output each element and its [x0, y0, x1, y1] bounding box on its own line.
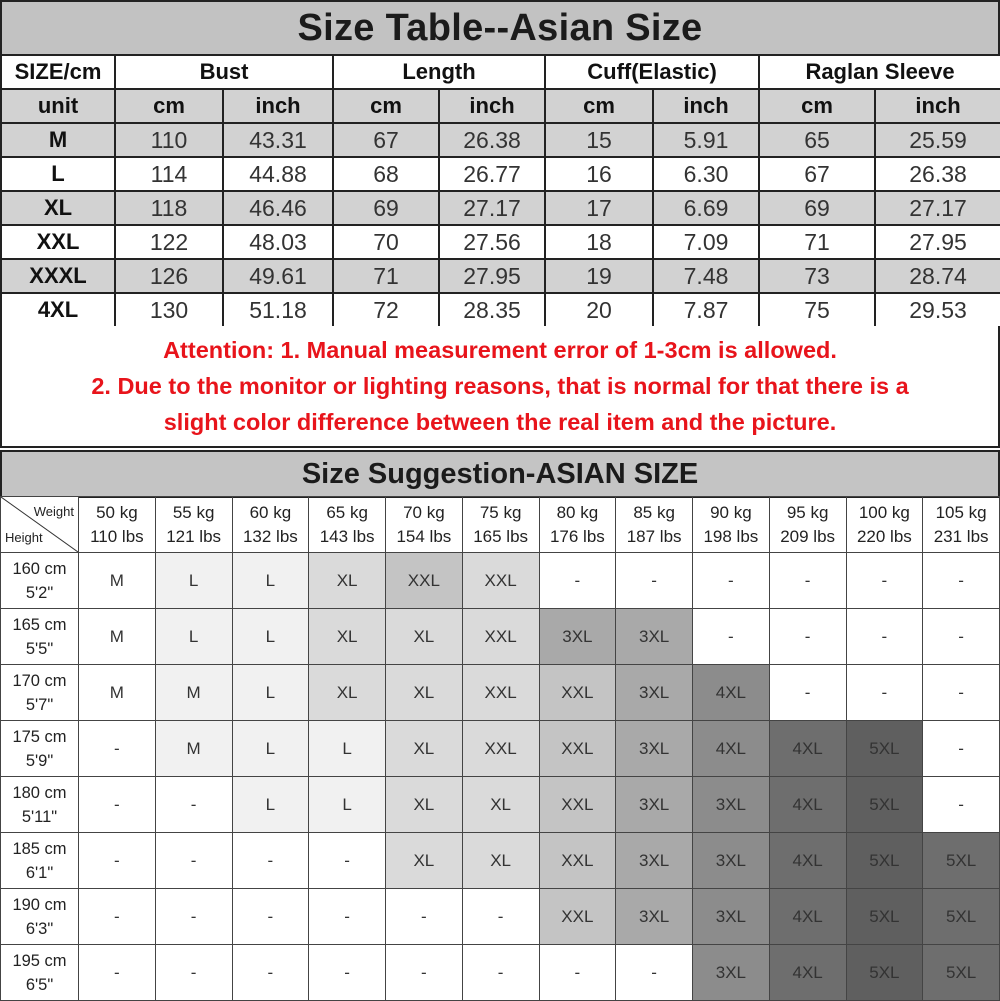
suggested-size-cell: - — [386, 889, 463, 945]
suggested-size-cell: 3XL — [616, 609, 693, 665]
height-header-cell — [1, 889, 79, 945]
weight-lbs: 121 lbs — [166, 526, 222, 546]
unit-cell: inch — [439, 89, 545, 123]
weight-kg: 70 kg — [403, 502, 445, 522]
suggested-size-cell: 5XL — [846, 889, 923, 945]
table-cell: 49.61 — [223, 259, 333, 293]
table-cell: 27.95 — [439, 259, 545, 293]
height-cm: 160 cm — [12, 559, 67, 578]
suggested-size-cell: 5XL — [846, 945, 923, 1001]
table-cell: 28.35 — [439, 293, 545, 327]
table-cell: 75 — [759, 293, 875, 327]
table-cell: 114 — [115, 157, 223, 191]
table-row — [1, 123, 1000, 157]
suggested-size-cell: - — [232, 945, 309, 1001]
suggested-size-cell: - — [539, 945, 616, 1001]
table-cell: 73 — [759, 259, 875, 293]
weight-header-cell — [309, 497, 386, 553]
size-label: XL — [1, 191, 115, 225]
suggested-size-cell: L — [155, 553, 232, 609]
suggested-size-cell: - — [386, 945, 463, 1001]
weight-kg: 95 kg — [786, 502, 829, 522]
suggested-size-cell: 4XL — [769, 777, 846, 833]
size-table-title: Size Table--Asian Size — [0, 0, 1000, 56]
table-cell: 44.88 — [223, 157, 333, 191]
suggested-size-cell: L — [155, 609, 232, 665]
suggested-size-cell: - — [309, 889, 386, 945]
height-cm: 185 cm — [12, 839, 67, 858]
size-label: M — [1, 123, 115, 157]
size-table — [0, 54, 1000, 328]
suggested-size-cell: 3XL — [693, 777, 770, 833]
table-cell: 15 — [545, 123, 653, 157]
size-table-unit-row — [1, 89, 1000, 123]
height-header-cell — [1, 609, 79, 665]
weight-header-cell — [79, 497, 156, 553]
unit-cell: cm — [759, 89, 875, 123]
suggested-size-cell: - — [846, 665, 923, 721]
weight-lbs: 154 lbs — [396, 526, 452, 546]
suggested-size-cell: - — [309, 833, 386, 889]
table-cell: 46.46 — [223, 191, 333, 225]
suggested-size-cell: M — [155, 721, 232, 777]
weight-header-cell — [693, 497, 770, 553]
notice-line: 2. Due to the monitor or lighting reasons, that is normal for that there is a — [91, 373, 909, 399]
table-cell: 19 — [545, 259, 653, 293]
size-label: 4XL — [1, 293, 115, 327]
size-label: XXL — [1, 225, 115, 259]
height-header-cell — [1, 553, 79, 609]
weight-lbs: 143 lbs — [319, 526, 375, 546]
table-cell: 48.03 — [223, 225, 333, 259]
suggested-size-cell: XL — [386, 609, 463, 665]
weight-kg: 105 kg — [935, 502, 987, 522]
weight-header-cell — [923, 497, 1000, 553]
table-row — [1, 259, 1000, 293]
unit-cell: inch — [223, 89, 333, 123]
suggested-size-cell: - — [79, 721, 156, 777]
suggested-size-cell: - — [923, 665, 1000, 721]
height-ft: 5'9" — [25, 751, 54, 770]
table-cell: 122 — [115, 225, 223, 259]
suggested-size-cell: - — [846, 553, 923, 609]
suggested-size-cell: XXL — [539, 889, 616, 945]
table-cell: 27.17 — [875, 191, 1000, 225]
corner-cell — [1, 497, 79, 553]
height-row — [1, 665, 1000, 721]
table-cell: 20 — [545, 293, 653, 327]
table-row — [1, 293, 1000, 327]
height-row — [1, 777, 1000, 833]
suggested-size-cell: XL — [386, 833, 463, 889]
table-cell: 7.87 — [653, 293, 759, 327]
table-cell: 18 — [545, 225, 653, 259]
size-label: XXXL — [1, 259, 115, 293]
table-cell: 110 — [115, 123, 223, 157]
suggested-size-cell: 4XL — [769, 833, 846, 889]
suggested-size-cell: 3XL — [693, 945, 770, 1001]
suggested-size-cell: - — [769, 665, 846, 721]
height-row — [1, 833, 1000, 889]
suggested-size-cell: 4XL — [769, 721, 846, 777]
height-row — [1, 945, 1000, 1001]
table-cell: 69 — [333, 191, 439, 225]
suggested-size-cell: 3XL — [616, 665, 693, 721]
suggested-size-cell: - — [232, 833, 309, 889]
weight-header-cell — [232, 497, 309, 553]
height-cm: 165 cm — [12, 615, 67, 634]
size-col-header: SIZE/cm — [1, 55, 115, 89]
table-row — [1, 191, 1000, 225]
weight-lbs: 209 lbs — [780, 526, 836, 546]
suggested-size-cell: - — [769, 553, 846, 609]
suggested-size-cell: 4XL — [693, 721, 770, 777]
suggested-size-cell: L — [309, 721, 386, 777]
suggested-size-cell: 3XL — [616, 889, 693, 945]
suggested-size-cell: 3XL — [616, 833, 693, 889]
suggested-size-cell: - — [923, 777, 1000, 833]
suggested-size-cell: XL — [309, 665, 386, 721]
suggested-size-cell: - — [539, 553, 616, 609]
unit-cell: cm — [545, 89, 653, 123]
suggested-size-cell: L — [232, 721, 309, 777]
weight-kg: 85 kg — [633, 502, 675, 522]
height-ft: 5'5" — [25, 639, 54, 658]
table-cell: 130 — [115, 293, 223, 327]
weight-lbs: 132 lbs — [242, 526, 298, 546]
suggested-size-cell: XL — [386, 777, 463, 833]
suggested-size-cell: XL — [462, 777, 539, 833]
table-cell: 29.53 — [875, 293, 1000, 327]
table-row — [1, 225, 1000, 259]
height-cm: 195 cm — [12, 951, 67, 970]
suggested-size-cell: M — [79, 609, 156, 665]
weight-header-cell — [539, 497, 616, 553]
table-cell: 16 — [545, 157, 653, 191]
weight-kg: 75 kg — [479, 502, 522, 522]
suggested-size-cell: XL — [309, 609, 386, 665]
table-cell: 71 — [333, 259, 439, 293]
suggested-size-cell: - — [923, 609, 1000, 665]
table-cell: 26.38 — [439, 123, 545, 157]
suggested-size-cell: M — [155, 665, 232, 721]
suggested-size-cell: - — [232, 889, 309, 945]
suggested-size-cell: 3XL — [693, 889, 770, 945]
height-header-cell — [1, 665, 79, 721]
unit-cell: inch — [875, 89, 1000, 123]
suggested-size-cell: - — [309, 945, 386, 1001]
weight-lbs: 187 lbs — [626, 526, 682, 546]
table-cell: 71 — [759, 225, 875, 259]
unit-cell: cm — [333, 89, 439, 123]
table-cell: 118 — [115, 191, 223, 225]
weight-lbs: 165 lbs — [473, 526, 529, 546]
height-row — [1, 721, 1000, 777]
height-cm: 180 cm — [12, 783, 67, 802]
attention-notice — [0, 326, 1000, 448]
notice-line: slight color difference between the real item and the picture. — [163, 409, 837, 435]
suggested-size-cell: - — [155, 777, 232, 833]
suggested-size-cell: - — [923, 721, 1000, 777]
size-label: L — [1, 157, 115, 191]
suggested-size-cell: 3XL — [539, 609, 616, 665]
suggested-size-cell: - — [79, 777, 156, 833]
suggested-size-cell: 4XL — [769, 945, 846, 1001]
weight-header-cell — [386, 497, 463, 553]
suggested-size-cell: 5XL — [846, 721, 923, 777]
suggested-size-cell: XXL — [386, 553, 463, 609]
suggested-size-cell: - — [79, 833, 156, 889]
suggested-size-cell: XXL — [462, 665, 539, 721]
height-ft: 5'7" — [25, 695, 54, 714]
weight-header-cell — [769, 497, 846, 553]
height-ft: 6'5" — [25, 975, 54, 994]
suggested-size-cell: XXL — [462, 553, 539, 609]
suggested-size-cell: XXL — [539, 833, 616, 889]
height-cm: 190 cm — [12, 895, 67, 914]
suggested-size-cell: L — [232, 777, 309, 833]
suggested-size-cell: - — [155, 889, 232, 945]
weight-axis-label: Weight — [33, 504, 74, 519]
table-cell: 65 — [759, 123, 875, 157]
size-table-group-header-row — [1, 55, 1000, 89]
weight-header-cell — [616, 497, 693, 553]
unit-label: unit — [1, 89, 115, 123]
suggested-size-cell: - — [846, 609, 923, 665]
bust-header: Bust — [115, 55, 333, 89]
table-cell: 6.69 — [653, 191, 759, 225]
table-cell: 28.74 — [875, 259, 1000, 293]
table-cell: 27.56 — [439, 225, 545, 259]
height-ft: 5'2" — [25, 583, 54, 602]
size-suggestion-grid — [0, 496, 1000, 1001]
table-cell: 7.48 — [653, 259, 759, 293]
height-ft: 6'1" — [25, 863, 54, 882]
weight-header-cell — [846, 497, 923, 553]
table-cell: 51.18 — [223, 293, 333, 327]
table-cell: 72 — [333, 293, 439, 327]
weight-kg: 100 kg — [858, 502, 910, 522]
table-cell: 25.59 — [875, 123, 1000, 157]
table-cell: 27.17 — [439, 191, 545, 225]
suggested-size-cell: XL — [386, 721, 463, 777]
suggested-size-cell: - — [462, 945, 539, 1001]
table-cell: 67 — [333, 123, 439, 157]
suggested-size-cell: 3XL — [616, 721, 693, 777]
suggested-size-cell: - — [616, 553, 693, 609]
suggested-size-cell: 5XL — [923, 889, 1000, 945]
weight-lbs: 231 lbs — [933, 526, 989, 546]
suggested-size-cell: L — [232, 553, 309, 609]
suggested-size-cell: - — [155, 833, 232, 889]
suggested-size-cell: XXL — [539, 721, 616, 777]
height-row — [1, 609, 1000, 665]
suggested-size-cell: XL — [462, 833, 539, 889]
height-ft: 6'3" — [25, 919, 54, 938]
suggested-size-cell: 3XL — [616, 777, 693, 833]
table-cell: 43.31 — [223, 123, 333, 157]
weight-kg: 65 kg — [326, 502, 368, 522]
suggested-size-cell: 4XL — [769, 889, 846, 945]
raglan-sleeve-header: Raglan Sleeve — [759, 55, 1000, 89]
table-cell: 67 — [759, 157, 875, 191]
suggested-size-cell: XL — [309, 553, 386, 609]
weight-lbs: 198 lbs — [703, 526, 759, 546]
height-cm: 170 cm — [12, 671, 67, 690]
height-axis-label: Height — [5, 530, 43, 545]
suggested-size-cell: 5XL — [923, 833, 1000, 889]
height-row — [1, 889, 1000, 945]
table-cell: 17 — [545, 191, 653, 225]
table-cell: 69 — [759, 191, 875, 225]
suggested-size-cell: 3XL — [693, 833, 770, 889]
suggested-size-cell: L — [232, 609, 309, 665]
suggested-size-cell: - — [616, 945, 693, 1001]
weight-kg: 60 kg — [249, 502, 292, 522]
suggested-size-cell: - — [693, 553, 770, 609]
height-ft: 5'11" — [21, 807, 58, 826]
length-header: Length — [333, 55, 545, 89]
table-cell: 5.91 — [653, 123, 759, 157]
weight-lbs: 110 lbs — [90, 526, 144, 546]
size-suggestion-title: Size Suggestion-ASIAN SIZE — [0, 450, 1000, 498]
table-row — [1, 157, 1000, 191]
suggested-size-cell: XXL — [539, 777, 616, 833]
suggested-size-cell: - — [462, 889, 539, 945]
suggested-size-cell: XXL — [462, 721, 539, 777]
suggested-size-cell: XXL — [539, 665, 616, 721]
suggested-size-cell: - — [769, 609, 846, 665]
height-header-cell — [1, 945, 79, 1001]
weight-lbs: 220 lbs — [856, 526, 912, 546]
height-row — [1, 553, 1000, 609]
table-cell: 68 — [333, 157, 439, 191]
suggested-size-cell: - — [155, 945, 232, 1001]
weight-header-row — [1, 497, 1000, 553]
unit-cell: inch — [653, 89, 759, 123]
suggested-size-cell: M — [79, 665, 156, 721]
weight-kg: 80 kg — [556, 502, 599, 522]
suggested-size-cell: - — [79, 945, 156, 1001]
unit-cell: cm — [115, 89, 223, 123]
table-cell: 70 — [333, 225, 439, 259]
suggested-size-cell: XL — [386, 665, 463, 721]
suggested-size-cell: 5XL — [846, 777, 923, 833]
table-cell: 7.09 — [653, 225, 759, 259]
table-cell: 126 — [115, 259, 223, 293]
height-header-cell — [1, 833, 79, 889]
suggested-size-cell: - — [923, 553, 1000, 609]
suggested-size-cell: 4XL — [693, 665, 770, 721]
table-cell: 27.95 — [875, 225, 1000, 259]
suggested-size-cell: M — [79, 553, 156, 609]
suggested-size-cell: - — [79, 889, 156, 945]
weight-header-cell — [155, 497, 232, 553]
height-cm: 175 cm — [12, 727, 67, 746]
notice-line: Attention: 1. Manual measurement error of 1-3cm is allowed. — [163, 337, 837, 363]
height-header-cell — [1, 777, 79, 833]
suggested-size-cell: L — [309, 777, 386, 833]
suggested-size-cell: XXL — [462, 609, 539, 665]
table-cell: 26.77 — [439, 157, 545, 191]
height-header-cell — [1, 721, 79, 777]
cuff-header: Cuff(Elastic) — [545, 55, 759, 89]
weight-kg: 55 kg — [172, 502, 215, 522]
suggested-size-cell: L — [232, 665, 309, 721]
weight-kg: 50 kg — [96, 502, 138, 522]
suggested-size-cell: 5XL — [923, 945, 1000, 1001]
suggested-size-cell: 5XL — [846, 833, 923, 889]
weight-lbs: 176 lbs — [549, 526, 605, 546]
weight-kg: 90 kg — [710, 502, 752, 522]
table-cell: 6.30 — [653, 157, 759, 191]
weight-header-cell — [462, 497, 539, 553]
suggested-size-cell: - — [693, 609, 770, 665]
table-cell: 26.38 — [875, 157, 1000, 191]
